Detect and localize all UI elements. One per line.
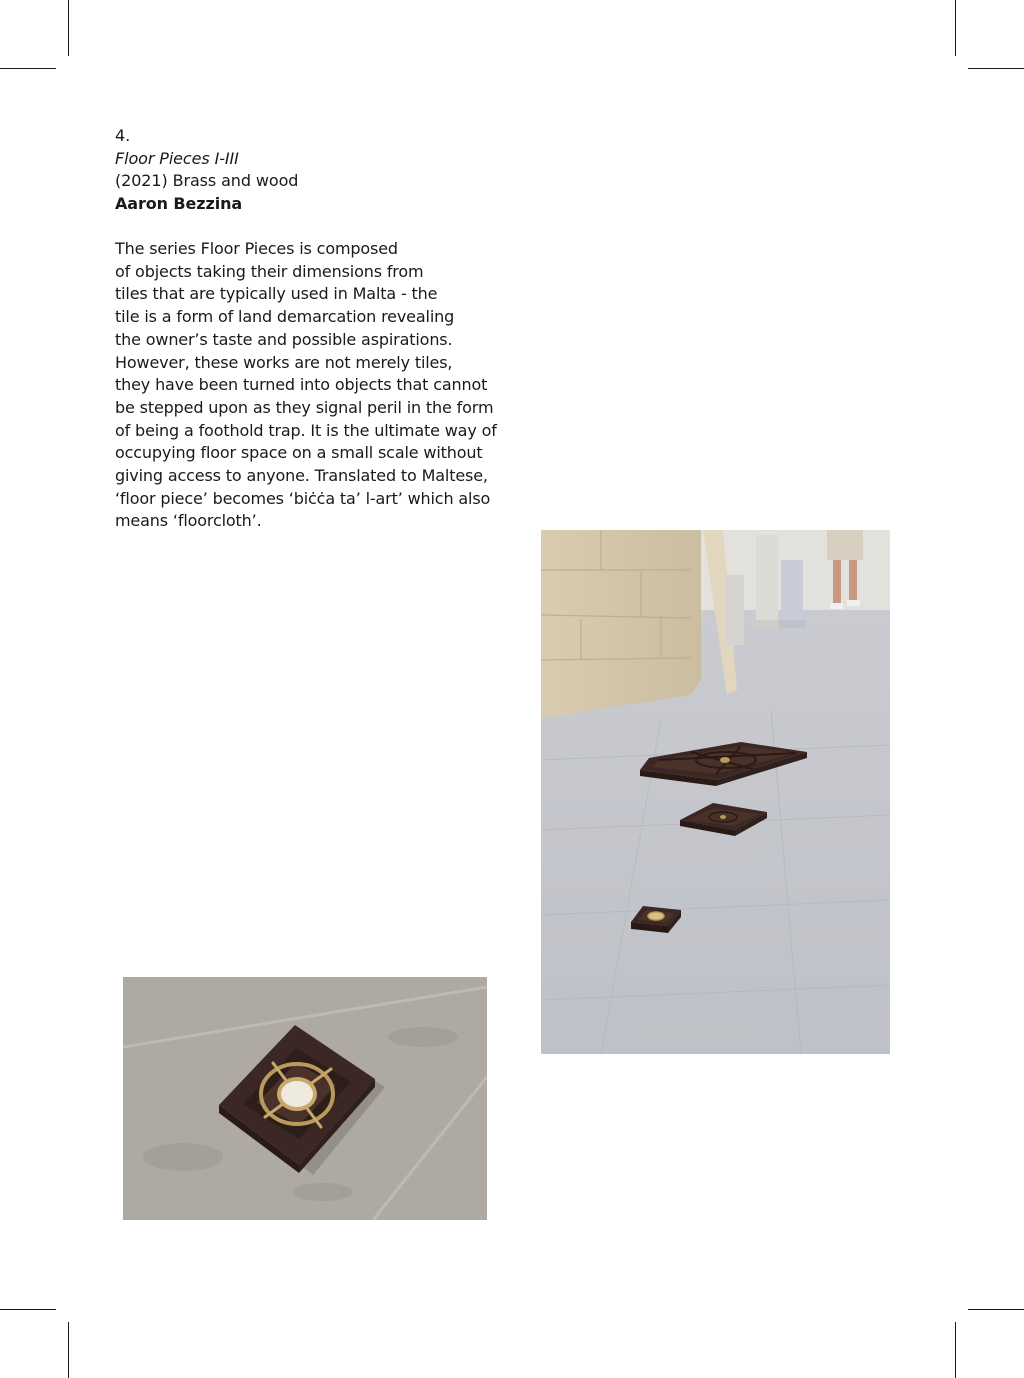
description-line: they have been turned into objects that cannot xyxy=(115,375,488,395)
crop-mark-top-left-horizontal xyxy=(0,68,56,69)
description-line: of being a foothold trap. It is the ultimate way of xyxy=(115,420,497,440)
artwork-number: 4. xyxy=(115,126,131,145)
installation-photo-drawing xyxy=(541,530,890,1054)
description-line: However, these works are not merely tiles, xyxy=(115,352,453,372)
detail-photo xyxy=(123,977,487,1220)
artist-name: Aaron Bezzina xyxy=(115,194,243,214)
artwork-caption xyxy=(115,125,515,216)
crop-mark-bottom-left-vertical xyxy=(68,1322,69,1378)
crop-mark-top-right-vertical xyxy=(955,0,956,56)
crop-mark-top-left-vertical xyxy=(68,0,69,56)
description-line: means ‘floorcloth’. xyxy=(115,511,262,531)
crop-mark-top-right-horizontal xyxy=(968,68,1024,69)
artwork-description xyxy=(115,238,500,533)
detail-photo-drawing xyxy=(123,977,487,1220)
description-line: tile is a form of land demarcation revealing xyxy=(115,307,455,327)
description-line: The series Floor Pieces is composed xyxy=(115,239,398,258)
description-line: giving access to anyone. Translated to Maltese, xyxy=(115,466,488,486)
description-line: ‘floor piece’ becomes ‘biċċa ta’ l-art’ which also xyxy=(115,488,491,508)
artwork-title: Floor Pieces I-III xyxy=(115,148,239,168)
description-line: occupying floor space on a small scale without xyxy=(115,443,483,463)
installation-photo xyxy=(541,530,890,1054)
description-line: be stepped upon as they signal peril in the form xyxy=(115,397,494,417)
description-line: tiles that are typically used in Malta - the xyxy=(115,284,438,304)
description-line: the owner’s taste and possible aspirations. xyxy=(115,329,453,349)
artwork-medium: (2021) Brass and wood xyxy=(115,171,299,191)
crop-mark-bottom-right-horizontal xyxy=(968,1309,1024,1310)
description-line: of objects taking their dimensions from xyxy=(115,261,424,281)
crop-mark-bottom-left-horizontal xyxy=(0,1309,56,1310)
crop-mark-bottom-right-vertical xyxy=(955,1322,956,1378)
